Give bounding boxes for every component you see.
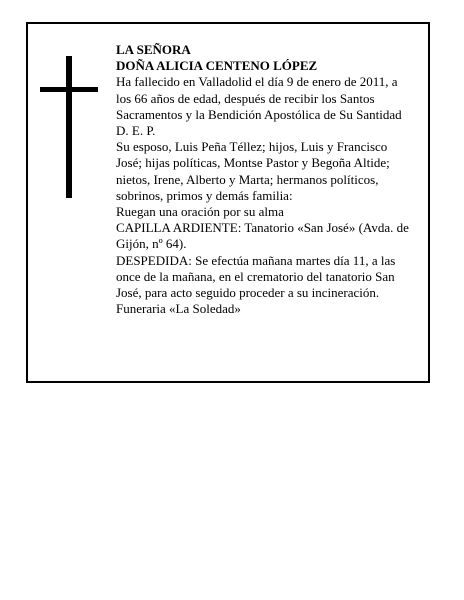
obituary-notice: [26, 22, 430, 383]
funeral-home: Funeraria «La Soledad»: [116, 301, 241, 317]
chapel-info: CAPILLA ARDIENTE: Tanatorio «San José» (Avda. de Gijón, nº 64).: [116, 220, 409, 252]
death-paragraph: Ha fallecido en Valladolid el día 9 de enero de 2011, a los 66 años de edad, después de recibir los Santos Sacramentos y la Bendición Apostólica de Su Santidad D. E. P.: [116, 74, 402, 139]
prayer-request: Ruegan una oración por su alma: [116, 204, 284, 220]
cross-vertical-bar: [66, 56, 72, 198]
notice-text: [116, 42, 426, 317]
deceased-name: DOÑA ALICIA CENTENO LÓPEZ: [116, 58, 318, 74]
family-paragraph: Su esposo, Luis Peña Téllez; hijos, Luis y Francisco José; hijas políticas, Montse Pastor y Begoña Altide; nietos, Irene, Alberto y Marta; hermanos políticos, sobrinos, primos y demás familia:: [116, 139, 390, 203]
farewell-info: DESPEDIDA: Se efectúa mañana martes día 11, a las once de la mañana, en el crematorio del tanatorio San José, para acto seguido proceder a su incineración.: [116, 252, 396, 301]
cross-horizontal-bar: [40, 87, 98, 92]
notice-heading: LA SEÑORA: [116, 42, 191, 57]
cross-icon: [40, 56, 98, 198]
